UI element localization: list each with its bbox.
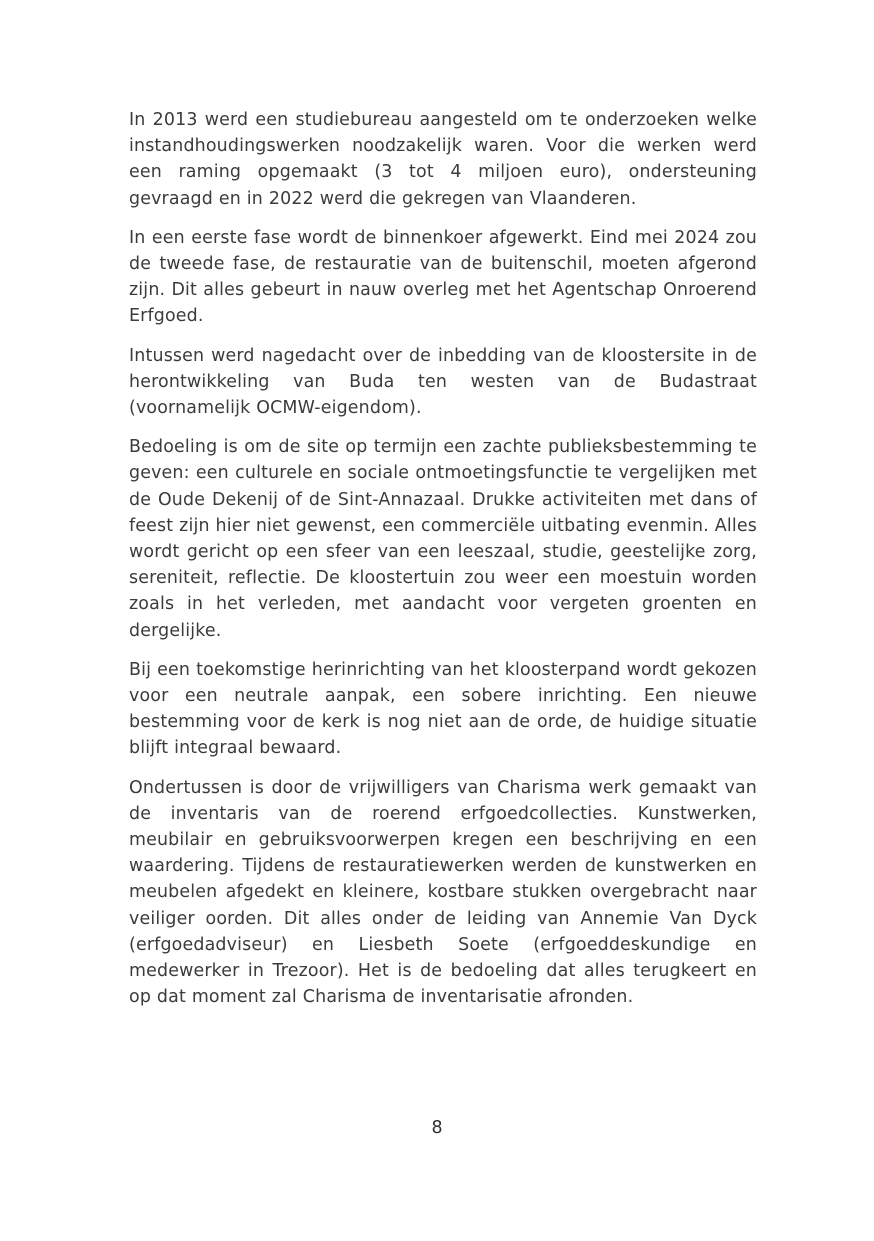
body-paragraph-5: Bij een toekomstige herinrichting van het kloosterpand wordt gekozen voor een neutrale aanpak, een sobere inrichting. Een nieuwe bestemming voor de kerk is nog niet aan de orde, de huidige situatie blijft integraal bewaard.: [129, 659, 757, 759]
page-number: 8: [431, 1118, 443, 1138]
body-paragraph-4: Bedoeling is om de site op termijn een zachte publieksbestemming te geven: een culturele en sociale ontmoetingsfunctie te vergelijken met de Oude Dekenij of de Sint-Annazaal. Drukke activiteiten met dans of feest zijn hier niet gewenst, een commerciële uitbating evenmin. Alles wordt gericht op een sfeer van een leeszaal, studie, geestelijke zorg, sereniteit, reflectie. De kloostertuin zou weer een moestuin worden zoals in het verleden, met aandacht voor vergeten groenten en dergelijke.: [129, 437, 757, 641]
page-body: [129, 107, 757, 1011]
body-paragraph-3: Intussen werd nagedacht over de inbedding van de kloostersite in de herontwikkeling van Buda ten westen van de Budastraat (voornamelijk OCMW-eigendom).: [129, 345, 757, 419]
body-paragraph-1: In 2013 werd een studiebureau aangesteld om te onderzoeken welke instandhoudingswerken noodzakelijk waren. Voor die werken werd een raming opgemaakt (3 tot 4 miljoen euro), ondersteuning gevraagd en in 2022 werd die gekregen van Vlaanderen.: [129, 110, 757, 209]
body-paragraph-6: Ondertussen is door de vrijwilligers van Charisma werk gemaakt van de inventaris van de roerend erfgoedcollecties. Kunstwerken, meubilair en gebruiksvoorwerpen kregen een beschrijving en een waardering. Tijdens de restauratiewerken werden de kunstwerken en meubelen afgedekt en kleinere, kostbare stukken overgebracht naar veiliger oorden. Dit alles onder de leiding van Annemie Van Dyck (erfgoedadviseur) en Liesbeth Soete (erfgoeddeskundige en medewerker in Trezoor). Het is de bedoeling dat alles terugkeert en op dat moment zal Charisma de inventarisatie afronden.: [129, 777, 757, 1008]
body-paragraph-2: In een eerste fase wordt de binnenkoer afgewerkt. Eind mei 2024 zou de tweede fase, de restauratie van de buitenschil, moeten afgerond zijn. Dit alles gebeurt in nauw overleg met het Agentschap Onroerend Erfgoed.: [129, 227, 757, 327]
